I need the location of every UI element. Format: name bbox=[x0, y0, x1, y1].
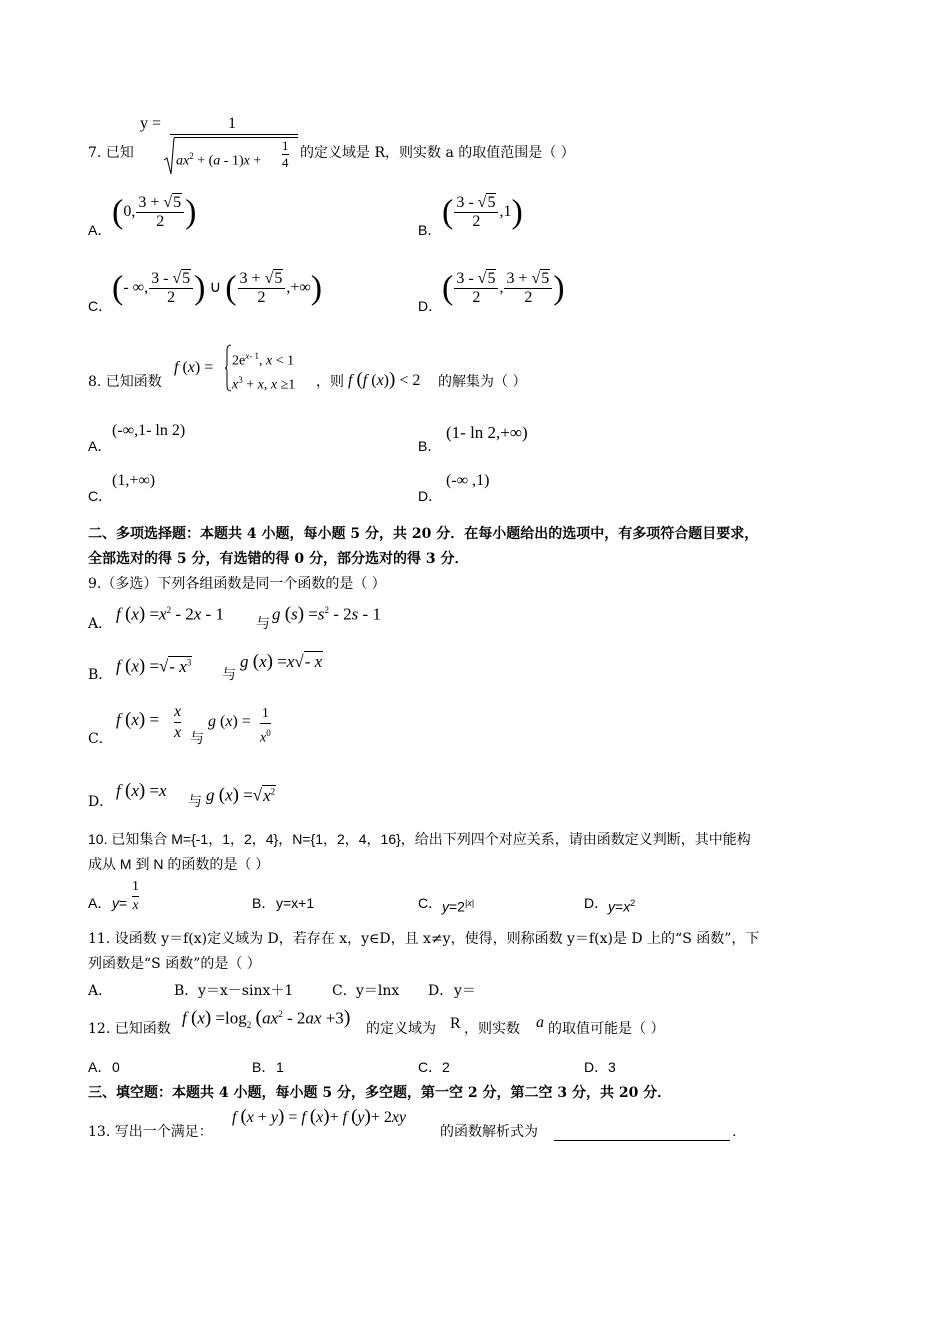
q7-quarter: 1 4 bbox=[282, 138, 289, 170]
q8-piece2: $x^3 + x$, x ≥1 bbox=[232, 375, 296, 393]
q8-option-d[interactable]: (-∞ ,1) bbox=[446, 472, 490, 489]
q10-option-b-label[interactable]: B． bbox=[252, 895, 276, 911]
section2-heading-line2: 全部选对的得 5 分，有选错的得 0 分，部分选对的得 3 分． bbox=[88, 551, 469, 567]
q9-option-c-g-fraction: 1 $x^0$ bbox=[260, 706, 271, 746]
q12-option-a-label[interactable]: A． bbox=[88, 1059, 112, 1075]
q9-option-a-g: g $(s) =s^2 - 2s - 1$ bbox=[272, 603, 381, 625]
q12-suffix: 的取值可能是（ ） bbox=[548, 1021, 665, 1037]
q8-f-def: f (x) = bbox=[174, 359, 214, 376]
q11-option-c[interactable]: y＝lnx bbox=[356, 983, 400, 999]
q7-formula-den: $ax^2 + (a - 1)x$ + bbox=[176, 151, 262, 169]
q9-option-a-label[interactable]: A． bbox=[88, 616, 113, 632]
q12-option-a[interactable]: 0 bbox=[112, 1059, 120, 1075]
q10-option-b[interactable]: y=x+1 bbox=[276, 895, 315, 911]
q7-option-b[interactable]: ( $\frac{3 - √5}{2}$ ,1) bbox=[442, 193, 523, 231]
q8-mid: ，则 bbox=[316, 374, 344, 390]
q9-option-b-label[interactable]: B． bbox=[88, 667, 113, 683]
q8-option-b-label[interactable]: B． bbox=[418, 438, 442, 454]
q7-option-a-label[interactable]: A． bbox=[88, 222, 112, 238]
q10-line1: 10. 已知集合 M={-1，1，2，4}，N={1，2，4，16}，给出下列四个对应关系，请由函数定义判断，其中能构 bbox=[88, 831, 751, 847]
q9-option-d-label[interactable]: D． bbox=[88, 794, 114, 810]
q7-formula-y: y = bbox=[140, 115, 162, 132]
q12-option-b[interactable]: 1 bbox=[276, 1059, 284, 1075]
q12-R: R bbox=[450, 1015, 461, 1032]
q9-option-b-g: g (x) =x√- x bbox=[240, 651, 323, 672]
q9-option-b-connector: 与 bbox=[222, 667, 236, 683]
q7-option-a[interactable]: (0, $\frac{3 + √5}{2}$ ) bbox=[112, 193, 197, 231]
q11-line1: 11. 设函数 y＝f(x)定义域为 D，若存在 x，y∈D，且 x≠y，使得，则称函数 y＝f(x)是 D 上的“S 函数”，下 bbox=[88, 931, 760, 947]
q7-option-d-label[interactable]: D． bbox=[418, 298, 443, 314]
q12-mid2: ，则实数 bbox=[464, 1021, 520, 1037]
q10-line2: 成从 M 到 N 的函数的是（ ） bbox=[88, 856, 270, 872]
q13-end: . bbox=[732, 1124, 737, 1140]
q9-option-c-label[interactable]: C． bbox=[88, 731, 113, 747]
q13-formula: f (x + y) = f (x)+ f (y)+ 2xy bbox=[232, 1106, 407, 1127]
q10-option-d[interactable]: $y=x^2$ bbox=[608, 898, 636, 915]
q8-suffix: 的解集为（ ） bbox=[438, 374, 527, 390]
q12-prefix: 12. 已知函数 bbox=[88, 1021, 171, 1037]
q13-suffix: 的函数解析式为 bbox=[440, 1124, 538, 1140]
q12-a: a bbox=[536, 1014, 544, 1031]
q7-option-c-label[interactable]: C． bbox=[88, 298, 113, 314]
q11-option-b-label[interactable]: B． bbox=[174, 983, 199, 999]
q13-answer-blank[interactable] bbox=[554, 1122, 730, 1141]
q9-option-a-f: f $(x) =x^2 - 2x - 1$ bbox=[116, 603, 224, 625]
q9-option-c-f: f (x) = bbox=[116, 709, 160, 730]
q9-option-d-g: g $(x) =√x^2$ bbox=[206, 784, 276, 806]
q7-prefix: 7. 已知 bbox=[88, 145, 134, 161]
q8-prefix: 8. 已知函数 bbox=[88, 374, 162, 390]
q12-option-d-label[interactable]: D． bbox=[584, 1059, 609, 1075]
q10-option-d-label[interactable]: D． bbox=[584, 895, 609, 911]
q12-mid: 的定义域为 bbox=[366, 1021, 436, 1037]
q12-option-c-label[interactable]: C． bbox=[418, 1059, 443, 1075]
q12-option-c[interactable]: 2 bbox=[442, 1059, 450, 1075]
q11-option-d[interactable]: y＝ bbox=[454, 983, 476, 999]
q7-suffix: 的定义域是 R，则实数 a 的取值范围是（ ） bbox=[300, 145, 575, 161]
q7-sqrt-bar bbox=[174, 137, 298, 138]
section2-heading-line1: 二、多项选择题：本题共 4 小题，每小题 5 分，共 20 分．在每小题给出的选项中，有多项符合题目要求， bbox=[88, 526, 759, 542]
q12-formula: f $(x) =\log_2$ $(ax^2 - 2ax +3)$ bbox=[182, 1006, 351, 1031]
section3-heading: 三、填空题：本题共 4 小题，每小题 5 分，多空题，第一空 2 分，第二空 3 分，共 20 分． bbox=[88, 1085, 672, 1101]
q9-option-d-connector: 与 bbox=[188, 794, 202, 810]
q11-option-d-label[interactable]: D． bbox=[428, 983, 454, 999]
q9-option-c-fraction: x x bbox=[174, 703, 182, 741]
q13-prefix: 13. 写出一个满足： bbox=[88, 1124, 213, 1140]
q7-formula-num: 1 bbox=[228, 115, 236, 132]
q9-stem: 9.（多选）下列各组函数是同一个函数的是（ ） bbox=[88, 576, 386, 592]
q9-option-c-g: g (x) = bbox=[208, 713, 251, 730]
q7-option-d[interactable]: ( $\frac{3 - √5}{2}$ , $\frac{3 + √5}{2}$ ) bbox=[442, 269, 565, 307]
q7-fraction-bar bbox=[170, 134, 298, 135]
q11-option-a-label[interactable]: A． bbox=[88, 983, 113, 999]
q8-option-a[interactable]: (-∞,1- ln 2) bbox=[112, 422, 186, 439]
q8-piece1: $2e^{x- 1}$, x < 1 bbox=[232, 351, 295, 369]
q10-option-c[interactable]: $y=2^{|x|}$ bbox=[442, 898, 475, 915]
q7-sqrt-sign bbox=[163, 136, 175, 176]
q8-option-d-label[interactable]: D． bbox=[418, 488, 443, 504]
q7-option-c[interactable]: (- ∞, $\frac{3 - √5}{2}$ ) ∪ ( $\frac{3 + √5}{2}$ ,+∞) bbox=[112, 269, 323, 307]
q7-option-b-label[interactable]: B． bbox=[418, 222, 442, 238]
q11-line2: 列函数是“S 函数”的是（ ） bbox=[88, 956, 261, 972]
q9-option-b-f: f (x) =√- $x^3$ bbox=[116, 655, 192, 677]
q9-option-d-f: f (x) =x bbox=[116, 780, 167, 801]
q10-option-a[interactable]: y= bbox=[112, 895, 128, 911]
q8-brace bbox=[224, 344, 232, 392]
q8-option-b[interactable]: (1- ln 2,+∞) bbox=[446, 423, 528, 442]
q12-option-b-label[interactable]: B． bbox=[252, 1059, 276, 1075]
q10-option-a-fraction: 1 x bbox=[132, 879, 139, 913]
q12-option-d[interactable]: 3 bbox=[608, 1059, 616, 1075]
q8-ineq: f (f (x)) < 2 bbox=[348, 369, 421, 390]
q10-option-c-label[interactable]: C． bbox=[418, 895, 443, 911]
q9-option-c-connector: 与 bbox=[190, 731, 204, 747]
q11-option-b[interactable]: y＝x－sinx＋1 bbox=[198, 983, 294, 999]
q9-option-a-connector: 与 bbox=[256, 616, 270, 632]
q8-option-c[interactable]: (1,+∞) bbox=[112, 472, 156, 489]
q8-option-c-label[interactable]: C． bbox=[88, 488, 113, 504]
q8-option-a-label[interactable]: A． bbox=[88, 438, 112, 454]
q11-option-c-label[interactable]: C． bbox=[332, 983, 357, 999]
q7-formula bbox=[140, 114, 161, 134]
q10-option-a-label[interactable]: A． bbox=[88, 895, 112, 911]
